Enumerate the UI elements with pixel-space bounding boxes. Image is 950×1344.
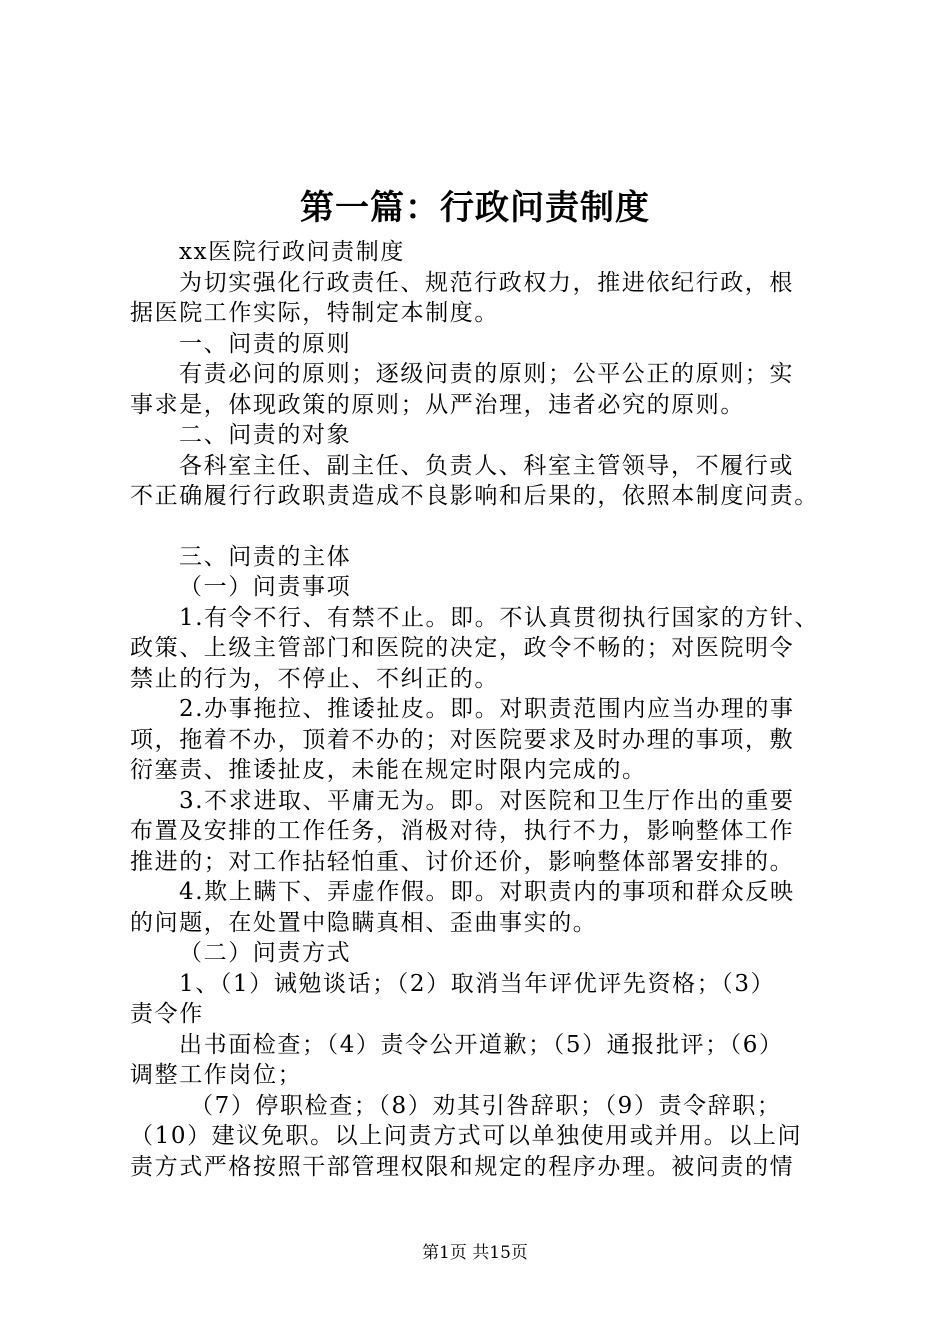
paragraph-line: 1、（1）诫勉谈话；（2）取消当年评优评先资格；（3） xyxy=(179,970,776,997)
document-title: 第一篇：行政问责制度 xyxy=(300,188,650,228)
subsection-heading: （一）问责事项 xyxy=(179,574,352,600)
paragraph-line: 责令作 xyxy=(130,1001,204,1027)
paragraph-line: 有责必问的原则；逐级问责的原则；公平公正的原则；实 xyxy=(179,361,794,387)
document-body xyxy=(130,237,850,1182)
paragraph-line: 责方式严格按照干部管理权限和规定的程序办理。被问责的情 xyxy=(130,1153,795,1180)
paragraph-line: 各科室主任、副主任、负责人、科室主管领导，不履行或 xyxy=(179,452,794,479)
paragraph-line: 4.欺上瞒下、弄虚作假。即。对职责内的事项和群众反映 xyxy=(179,879,795,905)
paragraph-line: 出书面检查；（4）责令公开道歉；（5）通报批评；（6） xyxy=(179,1031,784,1058)
paragraph-line: 布置及安排的工作任务，消极对待，执行不力，影响整体工作 xyxy=(130,818,795,844)
paragraph-line: 政策、上级主管部门和医院的决定，政令不畅的；对医院明令 xyxy=(130,635,795,661)
paragraph-line: 的问题，在处置中隐瞒真相、歪曲事实的。 xyxy=(130,909,598,936)
paragraph-line: （7）停职检查；（8）劝其引咎辞职；（9）责令辞职； xyxy=(190,1092,782,1119)
paragraph-line: 禁止的行为，不停止、不纠正的。 xyxy=(130,665,499,692)
subtitle-line: xx医院行政问责制度 xyxy=(179,239,405,265)
paragraph-line: 推进的；对工作拈轻怕重、讨价还价，影响整体部署安排的。 xyxy=(130,848,795,875)
paragraph-line: 衍塞责、推诿扯皮，未能在规定时限内完成的。 xyxy=(130,757,647,783)
paragraph-line: （10）建议免职。以上问责方式可以单独使用或并用。以上问 xyxy=(130,1123,803,1149)
paragraph-line: 不正确履行行政职责造成不良影响和后果的，依照本制度问责。 xyxy=(130,483,819,509)
paragraph-line: 调整工作岗位； xyxy=(130,1062,303,1088)
blank-line xyxy=(130,512,850,542)
paragraph-line: 为切实强化行政责任、规范行政权力，推进依纪行政，根 xyxy=(179,269,794,296)
section-heading: 一、问责的原则 xyxy=(179,330,352,357)
paragraph-line: 事求是，体现政策的原则；从严治理，违者必究的原则。 xyxy=(130,391,745,418)
page-footer: 第1页 共15页 xyxy=(422,1243,528,1263)
section-heading: 二、问责的对象 xyxy=(179,422,352,448)
section-heading: 三、问责的主体 xyxy=(179,543,352,570)
paragraph-line: 项，拖着不办，顶着不办的；对医院要求及时办理的事项，敷 xyxy=(130,726,795,753)
paragraph-line: 2.办事拖拉、推诿扯皮。即。对职责范围内应当办理的事 xyxy=(179,696,795,722)
subsection-heading: （二）问责方式 xyxy=(179,940,352,966)
paragraph-line: 3.不求进取、平庸无为。即。对医院和卫生厅作出的重要 xyxy=(179,787,795,814)
paragraph-line: 据医院工作实际，特制定本制度。 xyxy=(130,300,499,326)
paragraph-line: 1.有令不行、有禁不止。即。不认真贯彻执行国家的方针、 xyxy=(179,604,820,631)
